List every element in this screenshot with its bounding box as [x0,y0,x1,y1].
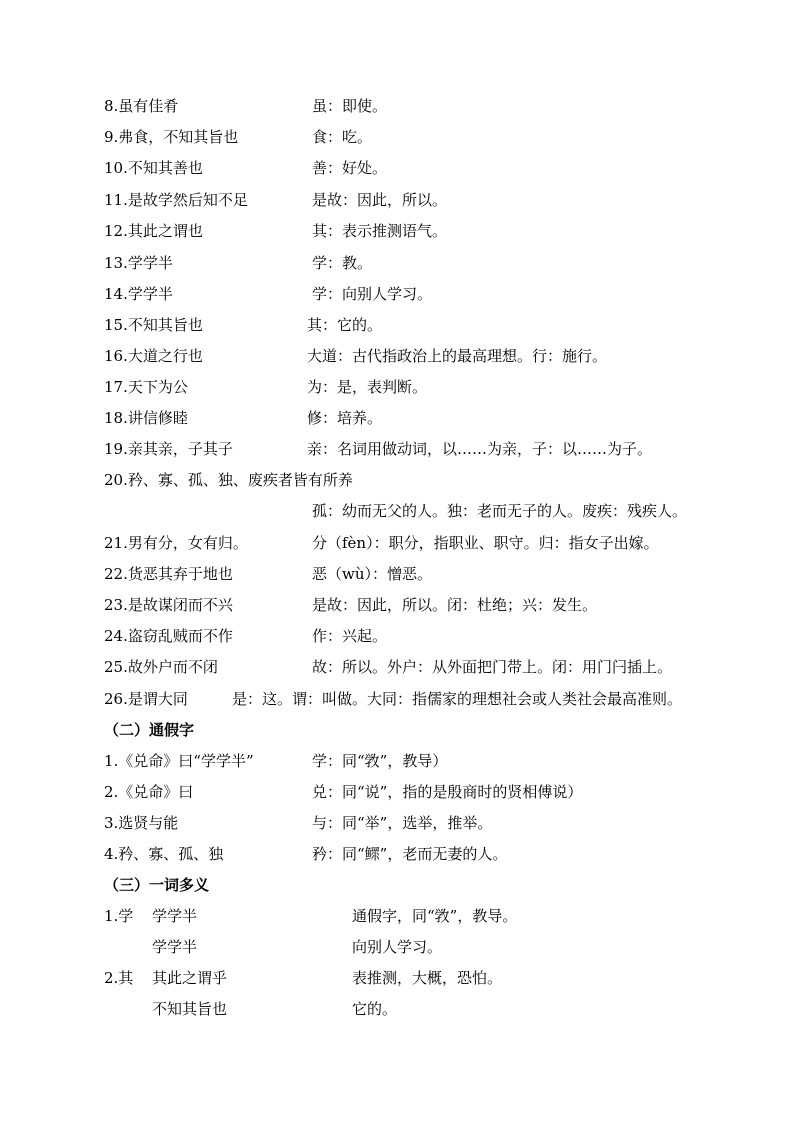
tongjia-row [104,746,724,776]
vocab-row [104,465,724,495]
tongjia-row [104,777,724,807]
polysemy-definition: 表推测，大概，恐怕。 [352,969,503,987]
vocab-term: 22.货恶其弃于地也 [104,565,233,583]
vocab-row [104,279,724,309]
vocab-definition: 其：它的。 [307,316,383,334]
polysemy-row [104,901,724,931]
tongjia-row [104,839,724,869]
vocab-row [104,372,724,402]
vocab-row [104,310,724,340]
vocab-row [104,621,724,651]
vocab-term: 9.弗食，不知其旨也 [104,128,239,146]
vocab-term: 18.讲信修睦 [104,409,188,427]
vocab-definition: 故：所以。外户：从外面把门带上。闭：用门闩插上。 [312,658,673,676]
vocab-definition: 是：这。谓：叫做。大同：指儒家的理想社会或人类社会最高准则。 [232,690,683,708]
vocab-term: 25.故外户而不闭 [104,658,218,676]
vocab-row [104,434,724,464]
tongjia-definition: 矜：同“鳏”，老而无妻的人。 [312,845,508,863]
vocab-row [104,684,724,714]
vocab-definition: 分（fèn）：职分，指职业、职守。归：指女子出嫁。 [312,534,659,552]
vocab-term: 16.大道之行也 [104,347,203,365]
tongjia-term: 2.《兑命》曰 [104,783,194,801]
tongjia-term: 3.选贤与能 [104,814,179,832]
polysemy-definition: 通假字，同“敩”，教导。 [352,907,518,925]
polysemy-example: 不知其旨也 [152,1000,228,1018]
vocab-definition: 其：表示推测语气。 [312,222,448,240]
tongjia-term: 1.《兑命》曰“学学半” [104,752,254,770]
polysemy-example: 学学半 [152,907,198,925]
tongjia-definition: 兑：同“说”，指的是殷商时的贤相傅说） [312,783,583,801]
polysemy-example: 其此之谓乎 [152,969,228,987]
vocab-term: 12.其此之谓也 [104,222,203,240]
vocab-row [104,403,724,433]
polysemy-word: 2.其 [104,969,134,987]
vocab-definition: 修：培养。 [307,409,383,427]
tongjia-row [104,808,724,838]
vocab-definition: 恶（wù）：憎恶。 [312,565,433,583]
vocab-row [104,528,724,558]
vocab-term: 21.男有分，女有归。 [104,534,248,552]
vocab-term: 8.虽有佳肴 [104,97,179,115]
vocab-definition: 大道：古代指政治上的最高理想。行：施行。 [307,347,608,365]
vocab-row [104,185,724,215]
polysemy-row [104,963,724,993]
polysemy-definition: 向别人学习。 [352,938,443,956]
vocab-row [104,652,724,682]
tongjia-term: 4.矜、寡、孤、独 [104,845,224,863]
vocab-term: 23.是故谋闭而不兴 [104,596,233,614]
vocab-definition: 亲：名词用做动词，以……为亲，子：以……为子。 [307,440,653,458]
vocab-term: 11.是故学然后知不足 [104,191,248,209]
vocab-definition: 孤：幼而无父的人。独：老而无子的人。废疾：残疾人。 [312,502,688,520]
vocab-term: 15.不知其旨也 [104,316,203,334]
vocab-row [104,496,724,526]
vocab-term: 19.亲其亲，子其子 [104,440,233,458]
vocab-definition: 虽：即使。 [312,97,388,115]
vocab-row [104,91,724,121]
vocab-definition: 学：教。 [312,254,373,272]
vocab-definition: 善：好处。 [312,159,388,177]
vocab-definition: 是故：因此，所以。 [312,191,448,209]
vocab-definition: 学：向别人学习。 [312,285,433,303]
vocab-row [104,559,724,589]
vocab-definition: 食：吃。 [312,128,373,146]
vocab-definition: 是故：因此，所以。闭：杜绝；兴：发生。 [312,596,598,614]
vocab-term: 26.是谓大同 [104,690,188,708]
vocab-row [104,248,724,278]
polysemy-row [104,932,724,962]
vocab-term: 24.盗窃乱贼而不作 [104,627,233,645]
section-heading-tongjiazi: （二）通假字 [104,721,195,739]
vocab-term: 20.矜、寡、孤、独、废疾者皆有所养 [104,471,353,489]
vocab-row [104,216,724,246]
polysemy-word: 1.学 [104,907,134,925]
tongjia-definition: 学：同“敩”，教导） [312,752,448,770]
vocab-row [104,341,724,371]
vocab-term: 14.学学半 [104,285,173,303]
polysemy-row [104,994,724,1024]
vocab-definition: 为：是，表判断。 [307,378,428,396]
vocab-term: 13.学学半 [104,254,173,272]
polysemy-definition: 它的。 [352,1000,398,1018]
vocab-row [104,122,724,152]
vocab-term: 17.天下为公 [104,378,188,396]
section-heading-polysemy: （三）一词多义 [104,876,210,894]
tongjia-definition: 与：同“举”，选举，推举。 [312,814,493,832]
vocab-row [104,153,724,183]
vocab-row [104,590,724,620]
vocab-definition: 作：兴起。 [312,627,388,645]
polysemy-example: 学学半 [152,938,198,956]
vocab-term: 10.不知其善也 [104,159,203,177]
